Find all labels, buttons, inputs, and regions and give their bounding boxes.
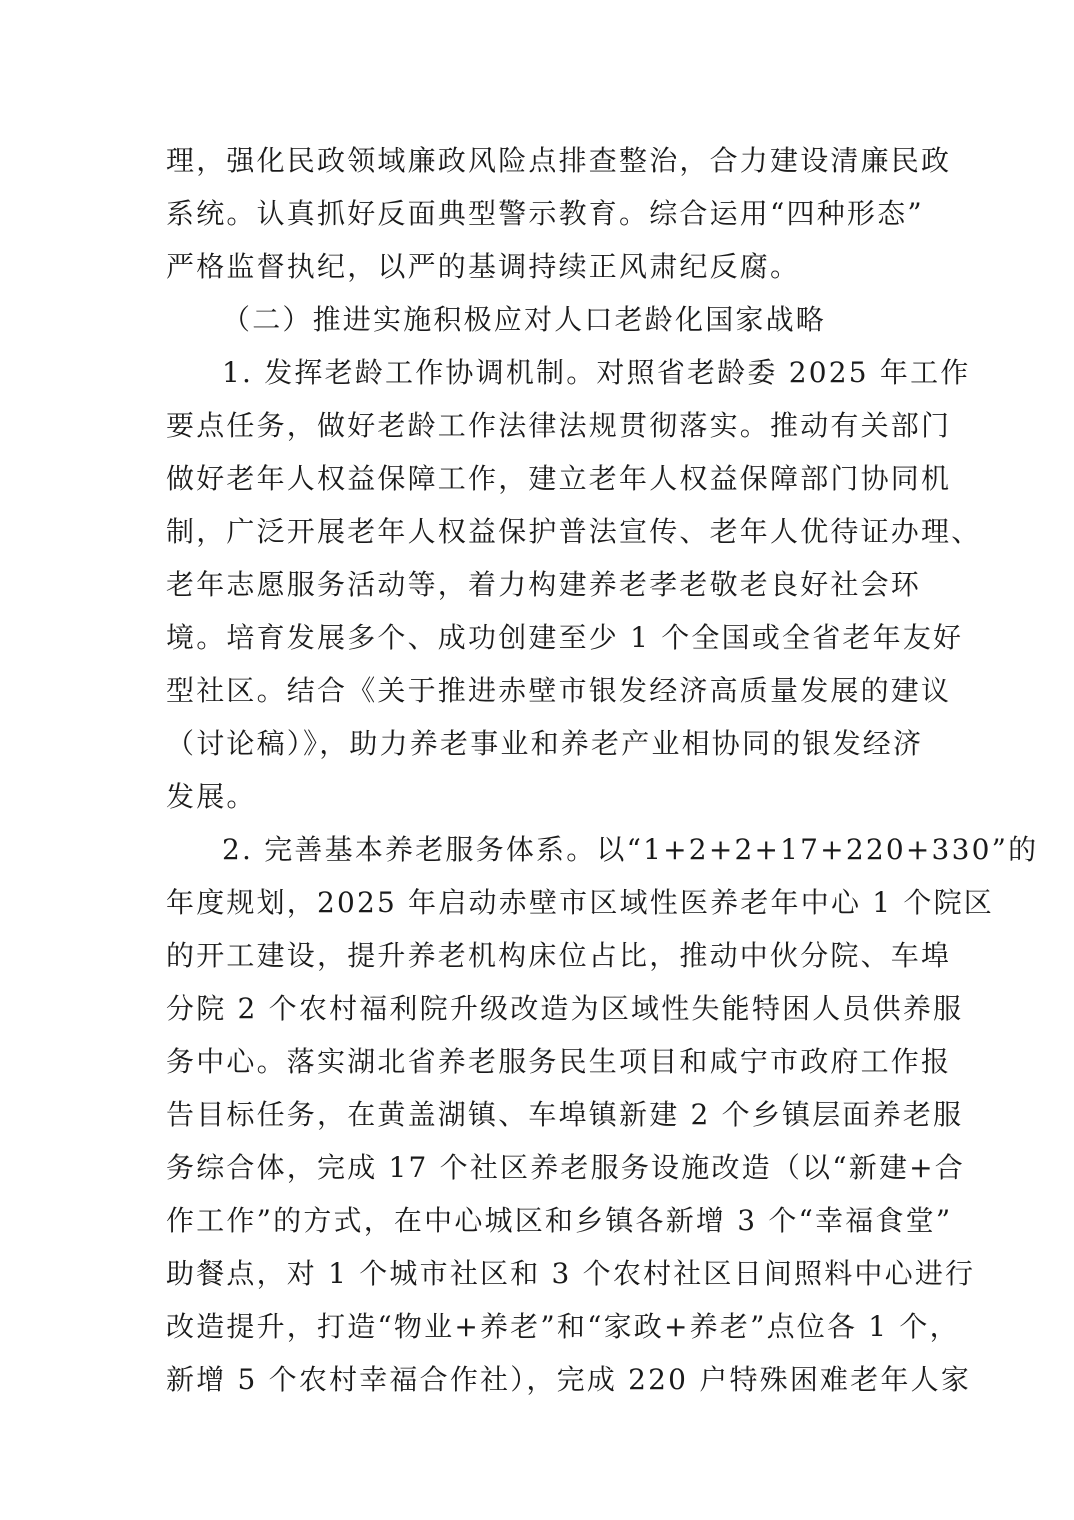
text-line: 严格监督执纪，以严的基调持续正风肃纪反腐。 <box>166 250 801 283</box>
text-line: 老年志愿服务活动等，着力构建养老孝老敬老良好社会环 <box>166 568 922 601</box>
text-line: 系统。认真抓好反面典型警示教育。综合运用“四种形态” <box>166 197 924 230</box>
text-line: 1. 发挥老龄工作协调机制。对照省老龄委 2025 年工作 <box>222 356 971 389</box>
text-line: 2. 完善基本养老服务体系。以“1+2+2+17+220+330”的 <box>222 833 1039 866</box>
text-line: 的开工建设，提升养老机构床位占比，推动中伙分院、车埠 <box>166 939 952 972</box>
text-line: 型社区。结合《关于推进赤壁市银发经济高质量发展的建议 <box>166 674 952 707</box>
document-body <box>166 134 1039 1406</box>
text-line: 制，广泛开展老年人权益保护普法宣传、老年人优待证办理、 <box>166 515 982 548</box>
text-line: 助餐点，对 1 个城市社区和 3 个农村社区日间照料中心进行 <box>166 1257 976 1290</box>
text-line: 新增 5 个农村幸福合作社），完成 220 户特殊困难老年人家 <box>166 1363 972 1396</box>
text-line: 年度规划，2025 年启动赤壁市区域性医养老年中心 1 个院区 <box>166 886 994 919</box>
text-line: 发展。 <box>166 780 257 813</box>
text-line: 务综合体，完成 17 个社区养老服务设施改造（以“新建+合 <box>166 1151 966 1184</box>
text-line: （讨论稿）》，助力养老事业和养老产业相协同的银发经济 <box>166 727 924 760</box>
text-line: 要点任务，做好老龄工作法律法规贯彻落实。推动有关部门 <box>166 409 952 442</box>
text-line: 作工作”的方式，在中心城区和乡镇各新增 3 个“幸福食堂” <box>166 1204 953 1237</box>
text-line: 理，强化民政领域廉政风险点排查整治，合力建设清廉民政 <box>166 144 952 177</box>
text-line: 做好老年人权益保障工作，建立老年人权益保障部门协同机 <box>166 462 952 495</box>
text-line: 务中心。落实湖北省养老服务民生项目和咸宁市政府工作报 <box>166 1045 952 1078</box>
section-heading: （二）推进实施积极应对人口老龄化国家战略 <box>222 303 827 336</box>
text-line: 境。培育发展多个、成功创建至少 1 个全国或全省老年友好 <box>166 621 964 654</box>
text-line: 分院 2 个农村福利院升级改造为区域性失能特困人员供养服 <box>166 992 964 1025</box>
text-line: 改造提升，打造“物业+养老”和“家政+养老”点位各 1 个， <box>166 1310 960 1343</box>
text-line: 告目标任务，在黄盖湖镇、车埠镇新建 2 个乡镇层面养老服 <box>166 1098 964 1131</box>
